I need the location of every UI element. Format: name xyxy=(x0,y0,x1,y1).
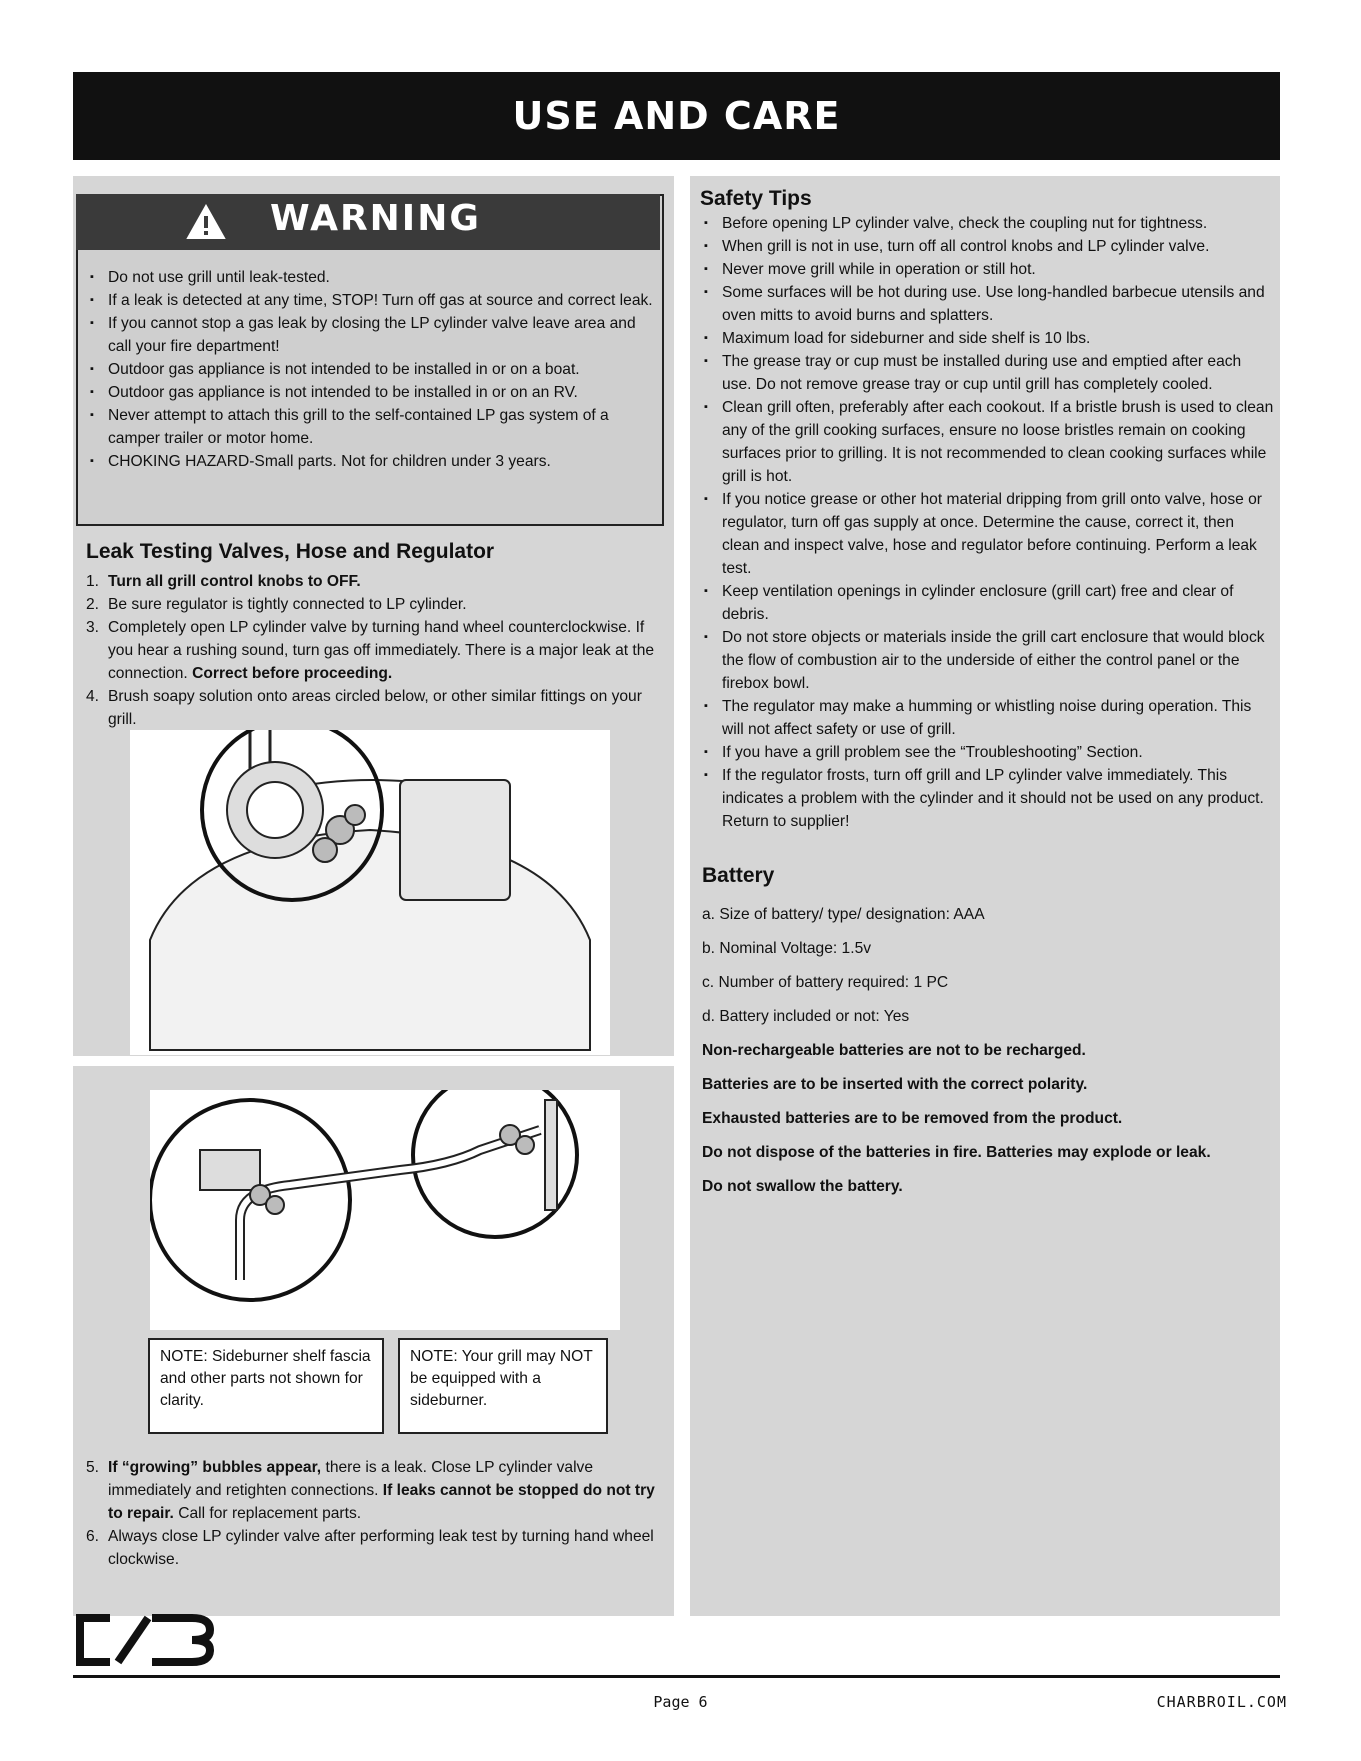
warning-item: ▪ Do not use grill until leak-tested. xyxy=(88,266,654,289)
battery-warning: Exhausted batteries are to be removed from the product. xyxy=(702,1110,1123,1127)
site-url: CHARBROIL.COM xyxy=(1156,1693,1287,1711)
safety-item: ▪ If you have a grill problem see the “Troubleshooting” Section. xyxy=(702,741,1274,764)
step-text: Turn all grill control knobs to OFF. xyxy=(108,573,361,590)
safety-tips-list xyxy=(702,212,1274,833)
step-number: 2. xyxy=(86,596,100,613)
step-text: there is a leak. Close LP cylinder valve immediately and retighten connections. xyxy=(108,1459,594,1499)
leak-testing-steps-continued xyxy=(86,1456,658,1571)
battery-line: d. Battery included or not: Yes xyxy=(702,1008,910,1025)
step-item xyxy=(86,593,658,616)
note-sideburner-fascia: NOTE: Sideburner shelf fascia and other parts not shown for clarity. xyxy=(148,1338,384,1434)
safety-item: ▪ Before opening LP cylinder valve, check the coupling nut for tightness. xyxy=(702,212,1274,235)
battery-warning: Do not swallow the battery. xyxy=(702,1178,903,1195)
safety-item: ▪ Some surfaces will be hot during use. Use long-handled barbecue utensils and oven mitts to avoid burns and splatters. xyxy=(702,281,1274,327)
safety-item: ▪ Maximum load for sideburner and side shelf is 10 lbs. xyxy=(702,327,1274,350)
page-header xyxy=(73,72,1280,160)
battery-warning: Do not dispose of the batteries in fire. Batteries may explode or leak. xyxy=(702,1144,1211,1161)
note-sideburner-optional: NOTE: Your grill may NOT be equipped with a sideburner. xyxy=(398,1338,608,1434)
page-title: USE AND CARE xyxy=(512,94,841,138)
battery-info xyxy=(702,904,1274,1210)
leak-testing-steps xyxy=(86,570,658,731)
battery-line: a. Size of battery/ type/ designation: AAA xyxy=(702,906,985,923)
warning-item: ▪ CHOKING HAZARD-Small parts. Not for children under 3 years. xyxy=(88,450,654,473)
safety-item: ▪ Keep ventilation openings in cylinder enclosure (grill cart) free and clear of debris. xyxy=(702,580,1274,626)
page-number: Page 6 xyxy=(653,1693,708,1711)
battery-warning: Batteries are to be inserted with the correct polarity. xyxy=(702,1076,1088,1093)
step-text: Call for replacement parts. xyxy=(178,1505,362,1522)
leak-testing-title: Leak Testing Valves, Hose and Regulator xyxy=(86,540,495,563)
step-item xyxy=(86,616,658,685)
step-text: Brush soapy solution onto areas circled below, or other similar fittings on your grill. xyxy=(108,688,642,728)
warning-item: ▪ If a leak is detected at any time, STOP! Turn off gas at source and correct leak. xyxy=(88,289,654,312)
battery-line: b. Nominal Voltage: 1.5v xyxy=(702,940,872,957)
warning-item: ▪ Outdoor gas appliance is not intended to be installed in or on an RV. xyxy=(88,381,654,404)
step-number: 1. xyxy=(86,573,100,590)
sideburner-valve-illustration xyxy=(150,1090,620,1330)
safety-item: ▪ The grease tray or cup must be installed during use and emptied after each use. Do not remove grease tray or cup until grill has completely cooled. xyxy=(702,350,1274,396)
safety-item: ▪ If the regulator frosts, turn off grill and LP cylinder valve immediately. This indicates a problem with the cylinder and it should not be used on any product. Return to supplier! xyxy=(702,764,1274,833)
step-number: 5. xyxy=(86,1459,100,1476)
step-text: Be sure regulator is tightly connected to LP cylinder. xyxy=(108,596,467,613)
safety-tips-title: Safety Tips xyxy=(700,187,812,210)
step-emphasis: If leaks cannot be stopped do not try to repair. xyxy=(108,1482,655,1522)
safety-item: ▪ If you notice grease or other hot material dripping from grill onto valve, hose or regulator, turn off gas supply at once. Determine the cause, correct it, then clean and inspect valve, hose and regulator before continuing. Perform a leak test. xyxy=(702,488,1274,580)
footer-rule xyxy=(73,1675,1280,1678)
step-number: 6. xyxy=(86,1528,100,1545)
step-number: 4. xyxy=(86,688,100,705)
safety-item: ▪ Do not store objects or materials inside the grill cart enclosure that would block the flow of combustion air to the underside of either the control panel or the firebox bowl. xyxy=(702,626,1274,695)
cylinder-regulator-illustration xyxy=(130,730,610,1055)
battery-line: c. Number of battery required: 1 PC xyxy=(702,974,949,991)
charbroil-logo xyxy=(70,1610,230,1670)
step-emphasis: Correct before proceeding. xyxy=(192,665,393,682)
battery-warning: Non-rechargeable batteries are not to be recharged. xyxy=(702,1042,1086,1059)
warning-item: ▪ Outdoor gas appliance is not intended to be installed in or on a boat. xyxy=(88,358,654,381)
step-item xyxy=(86,1456,658,1525)
warning-list xyxy=(88,266,654,473)
step-text: Completely open LP cylinder valve by turning hand wheel counterclockwise. If you hear a rushing sound, turn gas off immediately. There is a major leak at the connection. xyxy=(108,619,655,682)
step-emphasis: If “growing” bubbles appear, xyxy=(108,1459,322,1476)
warning-triangle-icon xyxy=(186,204,226,240)
safety-item: ▪ The regulator may make a humming or whistling noise during operation. This will not affect safety or use of grill. xyxy=(702,695,1274,741)
step-item xyxy=(86,570,658,593)
warning-item: ▪ If you cannot stop a gas leak by closing the LP cylinder valve leave area and call your fire department! xyxy=(88,312,654,358)
step-number: 3. xyxy=(86,619,100,636)
step-item xyxy=(86,1525,658,1571)
step-item xyxy=(86,685,658,731)
warning-item: ▪ Never attempt to attach this grill to the self-contained LP gas system of a camper trailer or motor home. xyxy=(88,404,654,450)
battery-title: Battery xyxy=(702,864,775,887)
safety-item: ▪ Never move grill while in operation or still hot. xyxy=(702,258,1274,281)
step-text: Always close LP cylinder valve after performing leak test by turning hand wheel clockwise. xyxy=(108,1528,654,1568)
safety-item: ▪ Clean grill often, preferably after each cookout. If a bristle brush is used to clean any of the grill cooking surfaces, ensure no loose bristles remain on cooking surfaces prior to grilling. It is not recommended to clean cooking surfaces while grill is hot. xyxy=(702,396,1274,488)
warning-title: WARNING xyxy=(270,198,481,239)
safety-item: ▪ When grill is not in use, turn off all control knobs and LP cylinder valve. xyxy=(702,235,1274,258)
